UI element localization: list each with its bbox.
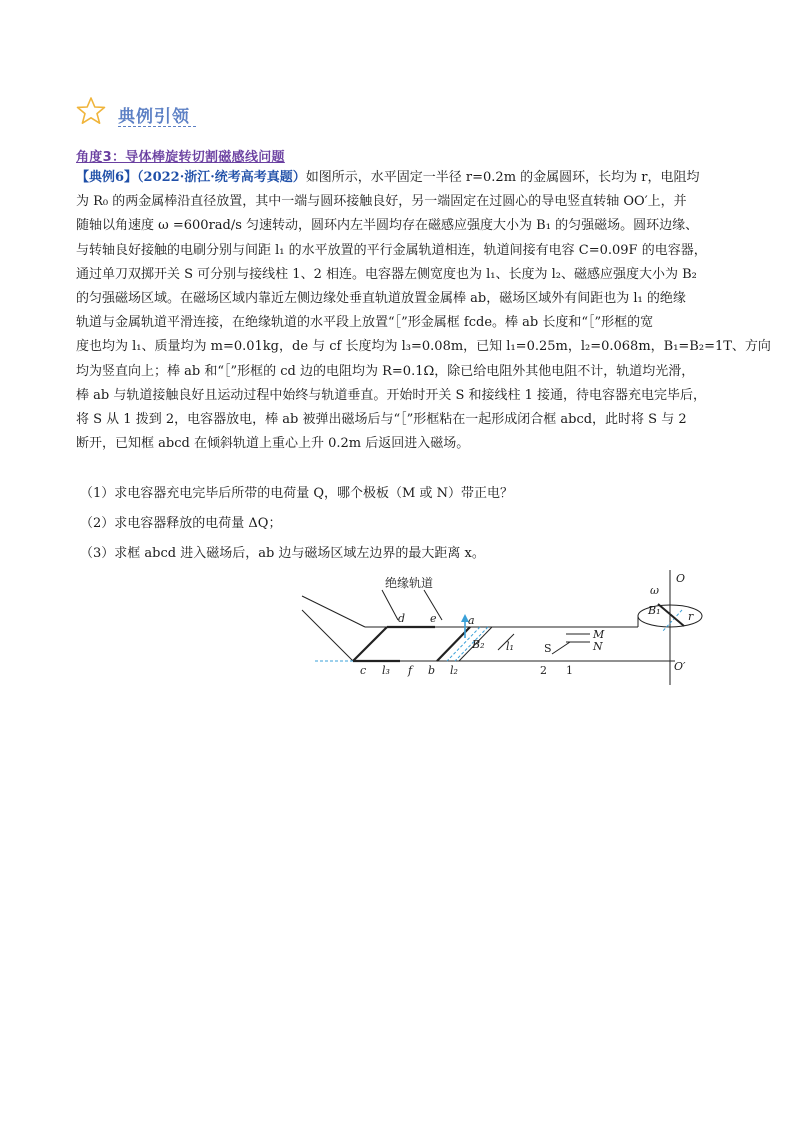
label-f: f <box>408 664 413 677</box>
label-l2: l₂ <box>450 664 458 677</box>
problem-line: 为 R₀ 的两金属棒沿直径放置，其中一端与圆环接触良好，另一端固定在过圆心的导电竖直转轴 OO′上，并 <box>76 194 687 210</box>
problem-line: 如图所示，水平固定一半径 r=0.2m 的金属圆环，长均为 r，电阻均 <box>305 170 700 185</box>
label-B2: B₂ <box>472 638 485 651</box>
problem-line: 均为竖直向上；棒 ab 和“［”形框的 cd 边的电阻均为 R=0.1Ω，除已给电阻外其他电阻不计，轨道均光滑， <box>76 363 695 379</box>
question-1: （1）求电容器充电完毕后所带的电荷量 Q，哪个极板（M 或 N）带正电？ <box>80 486 514 501</box>
circuit-figure <box>290 570 710 685</box>
label-N: N <box>593 640 603 653</box>
problem-text <box>76 166 771 456</box>
label-B1: B₁ <box>648 604 661 617</box>
problem-source: （2022·浙江·统考高考真题） <box>137 170 306 185</box>
label-e: e <box>430 612 437 625</box>
angle-title: 角度3：导体棒旋转切割磁感线问题 <box>76 150 285 165</box>
label-l1: l₁ <box>506 640 514 653</box>
label-b: b <box>428 664 436 677</box>
label-l3: l₃ <box>382 664 390 677</box>
label-pointer-left <box>382 590 398 620</box>
problem-line: 度也均为 l₁、质量均为 m=0.01kg，de 与 cf 长度均为 l₃=0.08m，已知 l₁=0.25m，l₂=0.068m，B₁=B₂=1T、方向 <box>76 339 771 355</box>
section-title-underline <box>118 126 196 127</box>
problem-tag: 【典例6】 <box>76 170 138 185</box>
frame-cd <box>353 627 387 661</box>
switch-blade <box>552 642 570 654</box>
label-c: c <box>360 664 367 677</box>
rail-slope-upper <box>302 596 365 627</box>
question-3: （3）求框 abcd 进入磁场后，ab 边与磁场区域左边界的最大距离 x。 <box>80 546 485 561</box>
label-insulated-track: 绝缘轨道 <box>385 576 434 590</box>
label-r: r <box>688 610 694 623</box>
label-M: M <box>593 628 605 641</box>
label-S: S <box>544 642 552 655</box>
problem-line: 棒 ab 与轨道接触良好且运动过程中始终与轨道垂直。开始时开关 S 和接线柱 1 接通，待电容器充电完毕后， <box>76 387 707 403</box>
problem-line: 随轴以角速度 ω =600rad/s 匀速转动，圆环内左半圆均存在磁感应强度大小为 B₁ 的匀强磁场。圆环边缘、 <box>76 218 699 234</box>
question-2: （2）求电容器释放的电荷量 ΔQ； <box>80 516 282 531</box>
label-O: O <box>676 572 686 585</box>
label-omega: ω <box>650 584 659 597</box>
label-a: a <box>468 614 475 627</box>
problem-line: 通过单刀双掷开关 S 可分别与接线柱 1、2 相连。电容器左侧宽度也为 l₁、长度为 l₂、磁感应强度大小为 B₂ <box>76 266 697 282</box>
problem-line: 的匀强磁场区域。在磁场区域内靠近左侧边缘处垂直轨道放置金属棒 ab，磁场区域外有间距也为 l₁ 的绝缘 <box>76 291 686 307</box>
label-terminal-2: 2 <box>540 664 547 677</box>
star-icon <box>76 96 106 126</box>
label-terminal-1: 1 <box>566 664 573 677</box>
label-d: d <box>398 612 406 625</box>
problem-line: 断开，已知框 abcd 在倾斜轨道上重心上升 0.2m 后返回进入磁场。 <box>76 436 470 452</box>
label-O-prime: O′ <box>674 660 686 673</box>
problem-line: 将 S 从 1 拨到 2，电容器放电，棒 ab 被弹出磁场后与“［”形框粘在一起形成闭合框 abcd，此时将 S 与 2 <box>76 412 687 428</box>
section-title: 典例引领 <box>118 107 190 127</box>
problem-line: 轨道与金属轨道平滑连接，在绝缘轨道的水平段上放置“［”形金属框 fcde。棒 ab 长度和“［”形框的宽 <box>76 315 654 331</box>
problem-line: 与转轴良好接触的电刷分别与间距 l₁ 的水平放置的平行金属轨道相连，轨道间接有电容 C=0.09F 的电容器， <box>76 242 707 258</box>
